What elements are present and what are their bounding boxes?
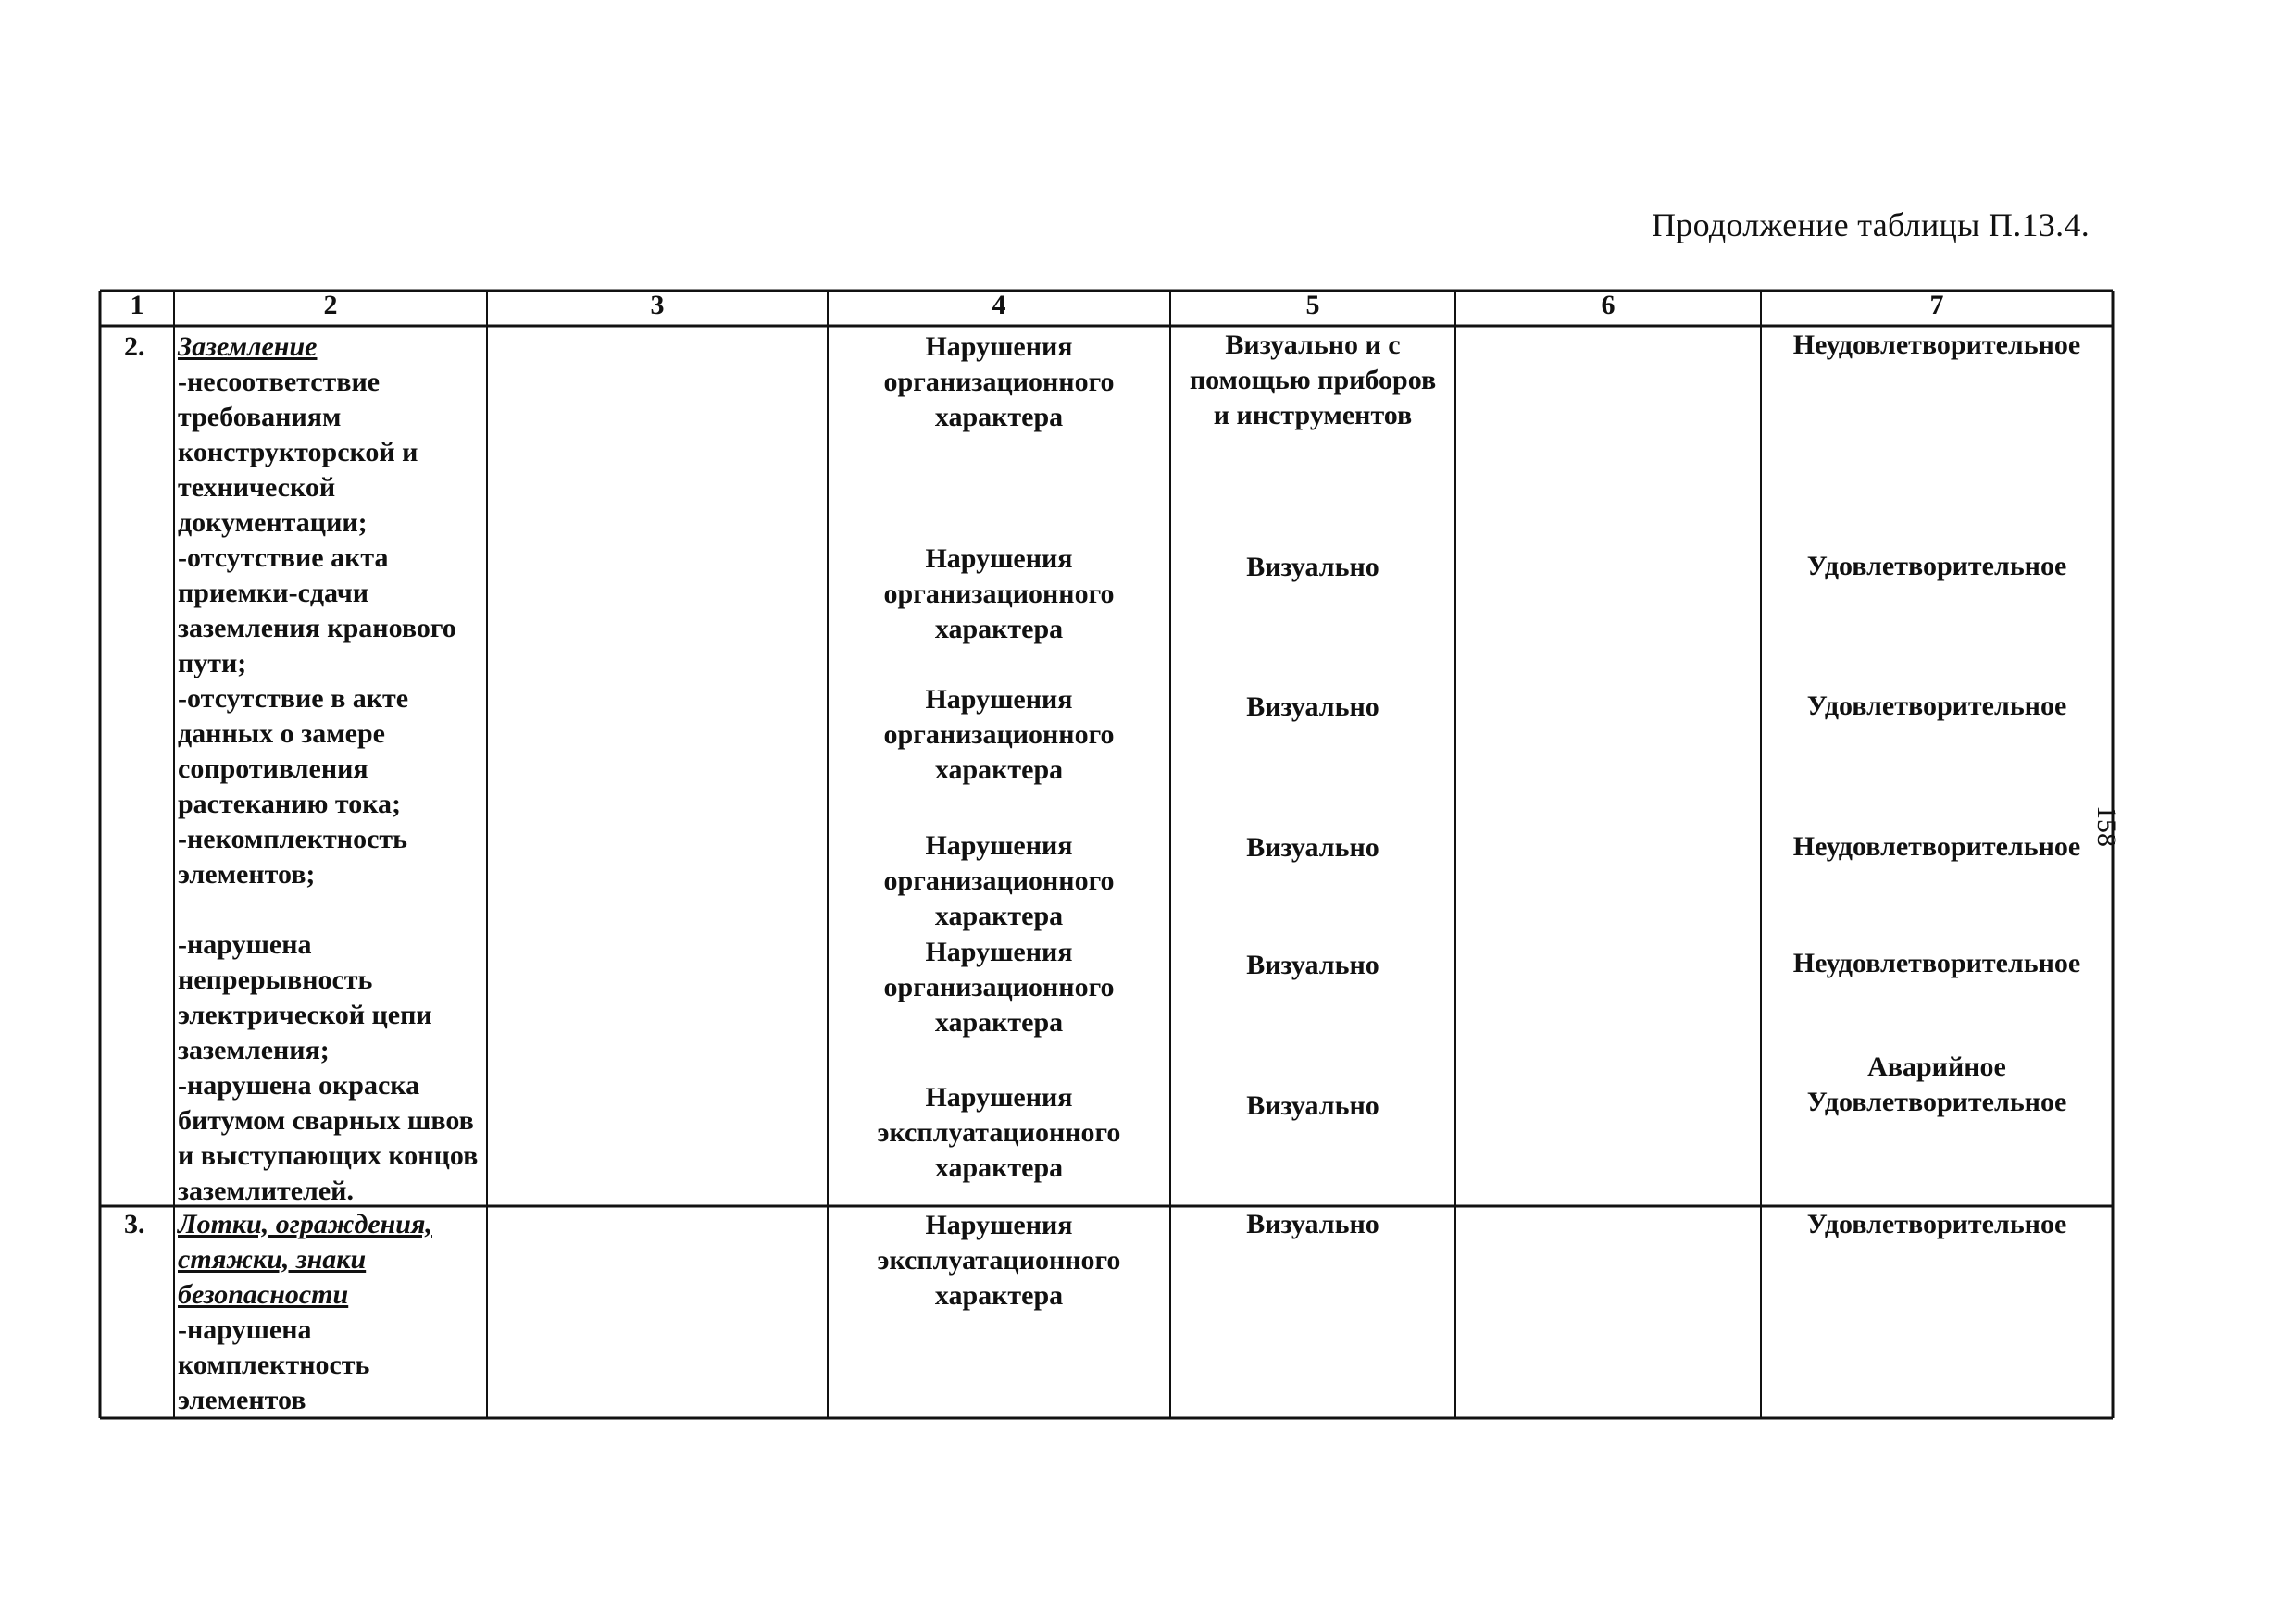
condition-rating: Неудовлетворительное: [1792, 948, 2081, 978]
condition-rating: Удовлетворительное: [1806, 691, 2067, 721]
violation-type: Нарушения организационного характера: [883, 937, 1115, 1038]
header-col-6: 6: [1601, 290, 1616, 320]
item-line: конструкторской и: [178, 437, 418, 467]
section-title: Лотки, ограждения,: [178, 1209, 432, 1239]
section-title: стяжки, знаки: [178, 1244, 367, 1275]
page-number: 158: [2091, 805, 2122, 847]
item-line: заземления кранового: [178, 613, 456, 643]
item-line: комплектность: [178, 1350, 370, 1380]
header-col-4: 4: [992, 290, 1006, 320]
control-method: Визуально: [1246, 1090, 1379, 1121]
section-title: безопасности: [178, 1279, 349, 1310]
item-line: требованиям: [178, 402, 342, 432]
section-title: Заземление: [178, 331, 318, 362]
item-line: -несоответствие: [178, 367, 381, 397]
row-number: 2.: [124, 331, 145, 362]
item-line: растеканию тока;: [178, 789, 402, 819]
condition-rating: Аварийное Удовлетворительное: [1806, 1052, 2067, 1117]
violation-type: Нарушения организационного характера: [883, 331, 1115, 432]
item-line: и выступающих концов: [178, 1140, 479, 1171]
item-line: технической: [178, 472, 336, 503]
header-col-2: 2: [323, 290, 338, 320]
control-method: Визуально: [1246, 691, 1379, 722]
header-col-1: 1: [130, 290, 144, 320]
item-line: битумом сварных швов: [178, 1105, 474, 1136]
table-caption: Продолжение таблицы П.13.4.: [1651, 206, 2090, 243]
violation-type: Нарушения организационного характера: [883, 684, 1115, 785]
item-line: приемки-сдачи: [178, 578, 369, 608]
item-line: -нарушена: [178, 929, 312, 960]
item-line: сопротивления: [178, 753, 368, 784]
control-method: Визуально: [1246, 552, 1379, 582]
violation-type: Нарушения эксплуатационного характера: [877, 1082, 1121, 1183]
violation-type: Нарушения организационного характера: [883, 830, 1115, 931]
item-line: элементов;: [178, 859, 316, 890]
violation-type: Нарушения эксплуатационного характера: [877, 1210, 1121, 1311]
item-line: -некомплектность: [178, 824, 407, 854]
item-line: непрерывность: [178, 965, 373, 995]
item-line: -отсутствие в акте: [178, 683, 409, 714]
item-line: документации;: [178, 507, 368, 538]
item-line: пути;: [178, 648, 247, 678]
condition-rating: Неудовлетворительное: [1792, 330, 2081, 360]
row2-description: [178, 330, 483, 1209]
header-col-7: 7: [1929, 290, 1944, 320]
item-line: заземления;: [178, 1035, 330, 1065]
item-line: -нарушена окраска: [178, 1070, 420, 1101]
violation-type: Нарушения организационного характера: [883, 543, 1115, 644]
header-col-5: 5: [1305, 290, 1320, 320]
item-line: элементов: [178, 1385, 306, 1415]
condition-rating: Удовлетворительное: [1806, 1209, 2067, 1239]
item-line: -отсутствие акта: [178, 542, 389, 573]
condition-rating: Неудовлетворительное: [1792, 831, 2081, 862]
row-number: 3.: [124, 1209, 145, 1239]
control-method: Визуально и с помощью приборов и инструментов: [1189, 330, 1437, 430]
item-line: заземлителей.: [178, 1176, 354, 1206]
control-method: Визуально: [1246, 950, 1379, 980]
item-line: электрической цепи: [178, 1000, 432, 1030]
condition-rating: Удовлетворительное: [1806, 551, 2067, 581]
item-line: -нарушена: [178, 1314, 312, 1345]
control-method: Визуально: [1246, 1209, 1379, 1239]
header-col-3: 3: [650, 290, 665, 320]
item-line: данных о замере: [178, 718, 385, 749]
row3-description: [178, 1207, 483, 1418]
control-method: Визуально: [1246, 832, 1379, 863]
